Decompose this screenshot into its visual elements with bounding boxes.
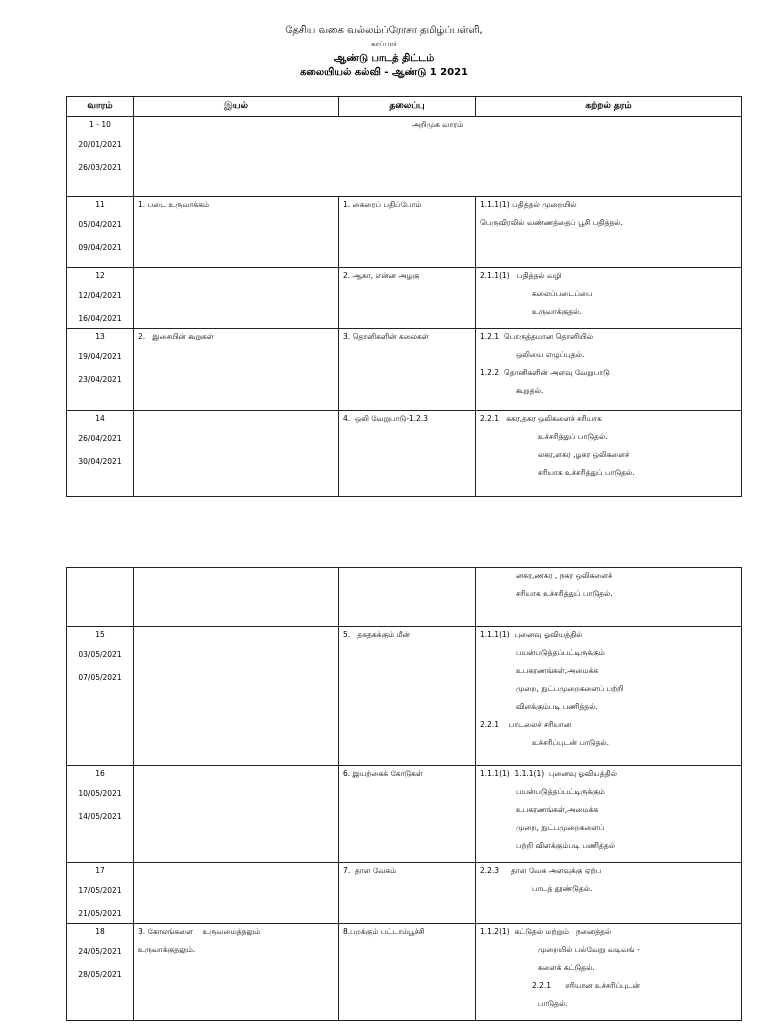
- standard-text: ஒலியை எழுப்புதல்.: [516, 349, 585, 359]
- standard-text: கலைப்படைப்பை: [532, 288, 593, 298]
- week-number: 13: [95, 331, 105, 341]
- standard-cell: [476, 863, 742, 924]
- table-row: [67, 863, 742, 924]
- week-date: 03/05/2021: [78, 650, 122, 659]
- standard-text: உபகரணங்கள்,அமைக்க: [516, 805, 599, 814]
- week-date: 20/01/2021: [78, 139, 122, 149]
- unit-text: [138, 769, 334, 779]
- topic-cell: [339, 267, 476, 328]
- standard-text: 1.2.1 பொருத்தமான தொனியில்: [480, 331, 594, 341]
- standard-text: பயன்படுத்தப்பட்டிருக்கும்: [516, 648, 605, 657]
- topic-cell: [339, 924, 476, 1021]
- unit-cell: [134, 924, 339, 1021]
- standard-text: 2.2.3 தாள வேக அளவுக்கு ஏற்ப: [480, 866, 602, 875]
- unit-text: 1. படை உருவாக்கம்: [138, 199, 210, 209]
- intro-week-cell: அறிமுக வாரம்: [134, 116, 742, 196]
- week-cell: [67, 924, 134, 1021]
- unit-text: 3. கோலங்களை உருவமைத்தலும்: [138, 927, 261, 936]
- week-number: 12: [95, 270, 105, 280]
- plan-table-page2: [66, 567, 742, 1021]
- standard-text: 2.2.1 ககர,தகர ஒலிகளைச் சரியாக: [480, 413, 602, 423]
- topic-text: 4. ஒலி வேறுபாடு-1.2.3: [343, 413, 428, 423]
- standard-text: 2.2.1 சரியான உச்சரிப்புடன்: [532, 981, 640, 990]
- standard-text: களைக் கட்டுதல்.: [538, 963, 595, 972]
- unit-cell: [134, 410, 339, 496]
- standard-text: உச்சரித்துப் பாடுதல்.: [538, 431, 608, 441]
- topic-text: 6. இயற்கைக் கோடுகள்: [343, 769, 423, 778]
- week-date: 24/05/2021: [78, 947, 122, 956]
- unit-cell: [134, 863, 339, 924]
- topic-cell: [339, 410, 476, 496]
- week-cell: [67, 766, 134, 863]
- week-number: 11: [95, 199, 105, 209]
- standard-cell: [476, 267, 742, 328]
- unit-text: 2. இசையின் கூறுகள்: [138, 331, 214, 341]
- table-row: [67, 328, 742, 410]
- week-number: 1 - 10: [89, 119, 111, 129]
- standard-text: 1.1.1(1) புனைவு ஓவியத்தில்: [480, 630, 583, 639]
- standard-cell: [476, 328, 742, 410]
- standard-text: சரியாக உச்சரித்துப் பாடுதல்.: [538, 467, 635, 477]
- week-number: 18: [95, 927, 105, 936]
- standard-text: முறை, நுட்பமுறைகளைப்: [516, 823, 605, 832]
- week-date: 30/04/2021: [78, 456, 122, 466]
- plan-table-page1: [66, 96, 742, 497]
- standard-text: பாடுதல்.: [538, 999, 568, 1008]
- standard-text: உருவாக்குதல்.: [532, 306, 582, 316]
- week-date: 14/05/2021: [78, 812, 122, 821]
- table-row: [67, 267, 742, 328]
- week-cell: [67, 410, 134, 496]
- week-date: 17/05/2021: [78, 886, 122, 895]
- topic-cell: [339, 863, 476, 924]
- week-number: 16: [95, 769, 105, 778]
- week-date: 19/04/2021: [78, 351, 122, 361]
- unit-text: [138, 271, 334, 281]
- col-header-standard: கற்றல் தரம்: [476, 97, 742, 117]
- unit-text: [138, 866, 334, 876]
- standard-text: 1.1.1(1) 1.1.1(1) புனைவு ஓவியத்தில்: [480, 769, 617, 778]
- table-row: [67, 410, 742, 496]
- standard-cell: [476, 410, 742, 496]
- col-header-topic: தலைப்பு: [339, 97, 476, 117]
- unit-cell: [134, 267, 339, 328]
- week-date: 28/05/2021: [78, 970, 122, 979]
- standard-cell: [476, 568, 742, 627]
- school-name: தேசிய வகை வல்லம்ப்ரோசா தமிழ்ப்பள்ளி,: [285, 25, 483, 36]
- standard-text: 1.1.1(1) பதித்தல் முறையில்: [480, 199, 577, 209]
- unit-cell: [134, 627, 339, 766]
- topic-text: 5. தகதகக்கும் மீன்: [343, 630, 410, 639]
- week-cell: [67, 863, 134, 924]
- topic-text: 8.பறக்கும் பட்டாம்பூச்சி: [343, 927, 425, 936]
- standard-cell: [476, 924, 742, 1021]
- standard-text: பாடத் தூண்டுதல்.: [532, 884, 593, 893]
- document-title: ஆண்டு பாடத் திட்டம்: [333, 53, 435, 64]
- col-header-unit: இயல்: [134, 97, 339, 117]
- standard-cell: [476, 766, 742, 863]
- standard-text: லகர,ளகர ,ழகர ஒலிகளைச்: [538, 449, 630, 459]
- week-date: 12/04/2021: [78, 290, 122, 300]
- topic-text: 2. ஆகா, என்ன அழகு: [343, 270, 420, 280]
- unit-cell: [134, 568, 339, 627]
- table-row: [67, 627, 742, 766]
- week-date: 21/05/2021: [78, 909, 122, 918]
- topic-cell: [339, 766, 476, 863]
- week-date: 09/04/2021: [78, 242, 122, 252]
- topic-text: 7. தாள வேகம்: [343, 866, 397, 875]
- topic-cell: [339, 196, 476, 267]
- week-cell: [67, 568, 134, 627]
- standard-text: உச்சரிப்புடன் பாடுதல்.: [532, 738, 609, 747]
- week-cell: [67, 627, 134, 766]
- week-date: 10/05/2021: [78, 789, 122, 798]
- standard-text: கூறுதல்.: [516, 385, 544, 395]
- week-cell: [67, 196, 134, 267]
- week-date: 26/03/2021: [78, 162, 122, 172]
- document-subtitle: கலையியல் கல்வி - ஆண்டு 1 2021: [299, 67, 469, 78]
- week-date: 05/04/2021: [78, 219, 122, 229]
- week-cell: [67, 267, 134, 328]
- week-cell: [67, 116, 134, 196]
- school-location: காப்பார்: [371, 40, 397, 48]
- standard-text: பெருவிரலில் வண்ணத்தைப் பூசி பதித்தல்.: [480, 217, 623, 227]
- table-row: [67, 568, 742, 627]
- unit-text: உருவாக்குதலும்.: [138, 945, 196, 954]
- standard-text: னகர,ணகர , நகர ஒலிகளைச்: [516, 571, 613, 580]
- standard-cell: [476, 627, 742, 766]
- unit-text: [138, 630, 334, 640]
- col-header-week: வாரம்: [67, 97, 134, 117]
- week-number: 17: [95, 866, 105, 875]
- week-date: 23/04/2021: [78, 374, 122, 384]
- unit-cell: [134, 196, 339, 267]
- standard-text: முறை, நுட்பமுறைகளைப் பற்றி: [516, 684, 624, 693]
- standard-text: பயன்படுத்தப்பட்டிருக்கும்: [516, 787, 605, 796]
- unit-text: [138, 571, 334, 581]
- standard-text: 2.1.1(1) பதித்தல் வழி: [480, 270, 562, 280]
- topic-text: [343, 571, 471, 581]
- standard-text: 1.1.2(1) கட்டுதல் மற்றும் நனைத்தல்: [480, 927, 612, 936]
- standard-text: சரியாக உச்சரித்துப் பாடுதல்.: [516, 589, 613, 598]
- table-row: [67, 766, 742, 863]
- table-row: [67, 924, 742, 1021]
- week-date: 26/04/2021: [78, 433, 122, 443]
- unit-cell: [134, 766, 339, 863]
- week-cell: [67, 328, 134, 410]
- topic-cell: [339, 328, 476, 410]
- standard-text: 1.2.2 தொனிகளின் அளவு வேறுபாடு: [480, 367, 610, 377]
- week-number: 14: [95, 413, 105, 423]
- topic-text: 1. கைரைப் பதிப்போம்: [343, 199, 422, 209]
- standard-text: முறையில் பல்வேறு வடிவங் -: [538, 945, 640, 954]
- topic-text: 3. தொனிகளின் கலைகள்: [343, 331, 429, 341]
- topic-cell: [339, 627, 476, 766]
- week-number: 15: [95, 630, 105, 639]
- standard-text: 2.2.1 பாடலைச் சரியான: [480, 720, 572, 729]
- unit-text: [138, 414, 334, 424]
- table-row: [67, 116, 742, 196]
- unit-cell: [134, 328, 339, 410]
- week-date: 16/04/2021: [78, 313, 122, 323]
- standard-text: பற்றி விளக்கும்படி பணித்தல்: [516, 841, 615, 850]
- week-date: 07/05/2021: [78, 673, 122, 682]
- standard-cell: [476, 196, 742, 267]
- standard-text: உபகரணங்கள்,அமைக்க: [516, 666, 599, 675]
- standard-text: விளக்கும்படி பணித்தல்.: [516, 702, 598, 711]
- topic-cell: [339, 568, 476, 627]
- table-row: [67, 196, 742, 267]
